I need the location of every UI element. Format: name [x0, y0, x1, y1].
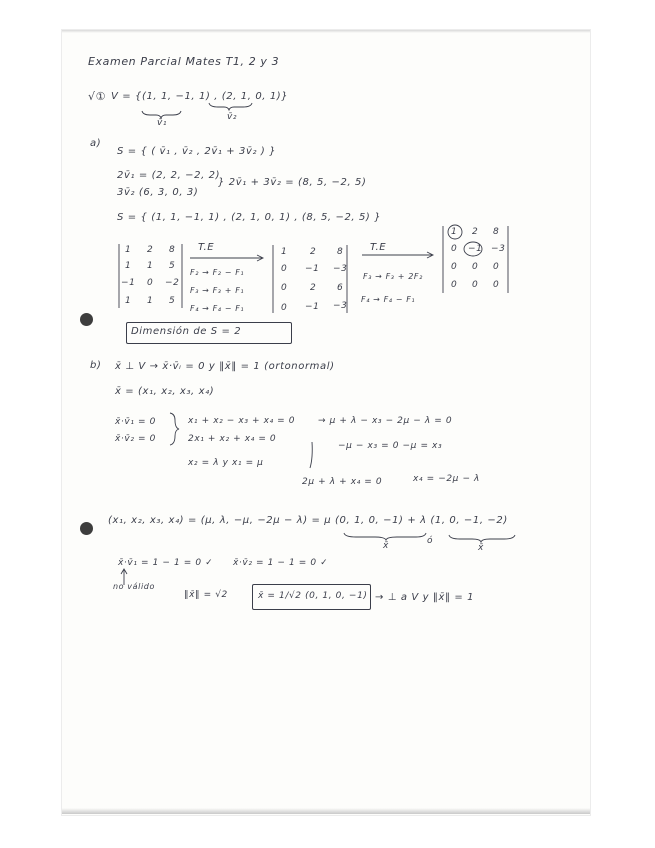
m1-cell: 1: [125, 261, 132, 271]
general-solution: (x₁, x₂, x₃, x₄) = (μ, λ, −μ, −2μ − λ) = μ (0, 1, 0, −1) + λ (1, 0, −1, −2): [108, 515, 508, 526]
m2-cell: −3: [333, 264, 348, 274]
m1-cell: 1: [147, 261, 154, 271]
m2-cell: −3: [333, 301, 348, 311]
m1-cell: 1: [125, 245, 132, 255]
label-v1: v̄₁: [157, 118, 168, 128]
row-op: F₂ → F₂ − F₁: [190, 268, 245, 277]
check-v1: x̄·v̄₁ = 1 − 1 = 0 ✓: [118, 558, 214, 568]
definition-v: V = {(1, 1, −1, 1) , (2, 1, 0, 1)}: [111, 91, 289, 102]
equation-3: 2μ + λ + x₄ = 0: [302, 477, 383, 487]
m2-cell: 1: [281, 247, 288, 257]
label-v2: v̄₂: [227, 112, 238, 122]
question-1-label: √①: [88, 90, 107, 103]
norm-value: ‖x̄‖ = √2: [184, 590, 228, 600]
equation-1-substituted: → μ + λ − x₃ − 2μ − λ = 0: [318, 416, 453, 426]
equation-2: 2x₁ + x₂ + x₄ = 0: [188, 434, 277, 444]
m3-cell: 0: [472, 262, 479, 272]
m3-cell: 2: [472, 227, 479, 237]
check-v2: x̄·v̄₂ = 1 − 1 = 0 ✓: [233, 558, 329, 568]
s-expanded: S = { (1, 1, −1, 1) , (2, 1, 0, 1) , (8, 5, −2, 5) }: [117, 212, 382, 223]
m1-cell: 1: [125, 296, 132, 306]
m2-cell: 0: [281, 264, 288, 274]
m3-cell: 0: [451, 280, 458, 290]
m1-cell: 1: [147, 296, 154, 306]
condition-1: x̄·v̄₁ = 0: [115, 417, 156, 427]
m3-cell: 0: [472, 280, 479, 290]
vector-x-definition: x̄ = (x₁, x₂, x₃, x₄): [115, 386, 215, 397]
m1-cell: 0: [147, 278, 154, 288]
m3-cell: 0: [451, 244, 458, 254]
m3-cell: 1: [451, 227, 458, 237]
m3-cell: 0: [493, 262, 500, 272]
m3-cell: 8: [493, 227, 500, 237]
equation-1: x₁ + x₂ − x₃ + x₄ = 0: [188, 416, 296, 426]
m2-cell: 6: [337, 283, 344, 293]
punch-hole-top: [80, 313, 93, 326]
row-op: F₄ → F₄ − F₁: [361, 295, 416, 304]
m1-cell: −1: [121, 278, 136, 288]
label-or: ó: [427, 536, 434, 546]
m2-cell: 0: [281, 303, 288, 313]
m3-cell: 0: [451, 262, 458, 272]
m3-cell: −3: [491, 244, 506, 254]
m3-cell: 0: [493, 280, 500, 290]
row-op: F₄ → F₄ − F₁: [190, 304, 245, 313]
m1-cell: 8: [169, 245, 176, 255]
m2-cell: 8: [337, 247, 344, 257]
row-reduction-label-2: T.E: [370, 242, 387, 253]
row-op: F₃ → F₃ + 2F₂: [363, 272, 423, 281]
sum-result: } 2v̄₁ + 3v̄₂ = (8, 5, −2, 5): [218, 177, 367, 188]
m2-cell: −1: [305, 264, 320, 274]
m2-cell: 2: [310, 283, 317, 293]
m1-cell: −2: [165, 278, 180, 288]
conclusion: → ⊥ a V y ‖x̄‖ = 1: [375, 592, 475, 603]
label-xbar-1: x̄: [383, 541, 389, 551]
equation-2-substituted: −μ − x₃ = 0 −μ = x₃: [338, 441, 443, 451]
parameters: x₂ = λ y x₁ = μ: [188, 458, 264, 468]
m1-cell: 5: [169, 261, 176, 271]
final-result: x̄ = 1/√2 (0, 1, 0, −1): [258, 591, 368, 601]
m1-cell: 5: [169, 296, 176, 306]
row-reduction-label-1: T.E: [198, 242, 215, 253]
m1-cell: 2: [147, 245, 154, 255]
part-b-label: b): [90, 360, 102, 371]
orthogonality-condition: x̄ ⊥ V → x̄·v̄ᵢ = 0 y ‖x̄‖ = 1 (ortonormal): [115, 361, 335, 372]
row-op: F₃ → F₃ + F₁: [190, 286, 245, 295]
dimension-result: Dimensión de S = 2: [131, 326, 242, 337]
m2-cell: −1: [305, 302, 320, 312]
not-valid-note: no válido: [113, 582, 155, 591]
m2-cell: 2: [310, 247, 317, 257]
paper-bottom-shadow: [62, 808, 590, 814]
page-title: Examen Parcial Mates T1, 2 y 3: [88, 55, 280, 68]
x4-solution: x₄ = −2μ − λ: [413, 474, 480, 484]
paper-top-shadow: [62, 30, 590, 33]
calc-3v2: 3v̄₂ (6, 3, 0, 3): [117, 187, 199, 198]
calc-2v1: 2v̄₁ = (2, 2, −2, 2): [117, 170, 221, 181]
label-xbar-2: x̄: [478, 543, 484, 553]
definition-s: S = { ( v̄₁ , v̄₂ , 2v̄₁ + 3v̄₂ ) }: [117, 146, 277, 157]
part-a-label: a): [90, 138, 102, 149]
condition-2: x̄·v̄₂ = 0: [115, 434, 156, 444]
punch-hole-bottom: [80, 522, 93, 535]
m2-cell: 0: [281, 283, 288, 293]
m3-cell: −1: [468, 244, 483, 254]
